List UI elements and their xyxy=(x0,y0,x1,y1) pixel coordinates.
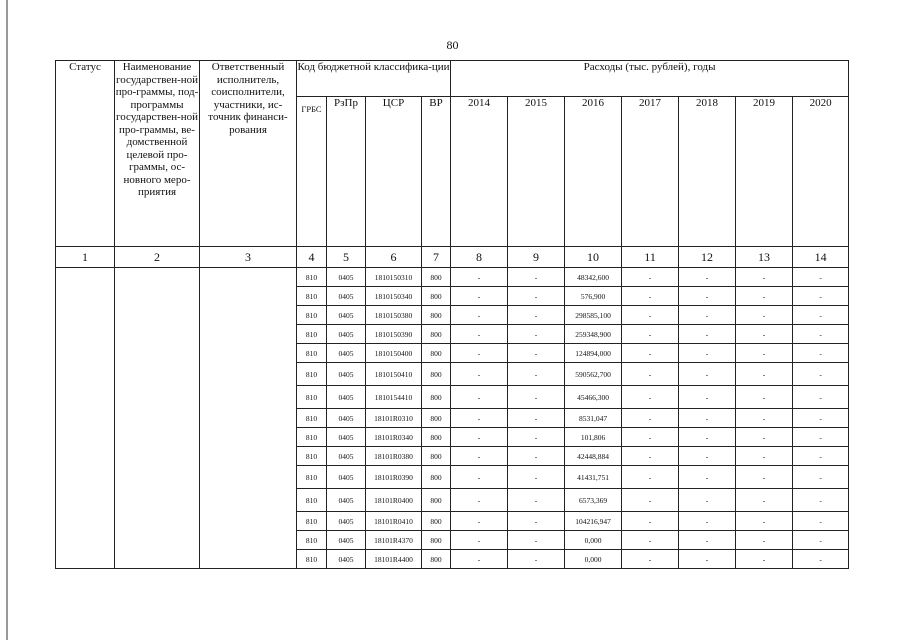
cell-grbs: 810 xyxy=(297,466,327,489)
cell-y2020: - xyxy=(793,344,849,363)
cell-y2018: - xyxy=(679,363,736,386)
header-program-name: Наименование государствен-ной про-граммы, под-программы государствен-ной про-граммы, ве-домственной целевой про-граммы, ос-новного меро-приятия xyxy=(115,61,200,247)
cell-y2019: - xyxy=(736,306,793,325)
cell-y2014: - xyxy=(451,325,508,344)
column-number: 6 xyxy=(366,247,422,268)
column-number: 12 xyxy=(679,247,736,268)
merged-empty-cell xyxy=(200,268,297,569)
cell-y2020: - xyxy=(793,428,849,447)
cell-y2017: - xyxy=(622,550,679,569)
cell-y2019: - xyxy=(736,287,793,306)
cell-y2018: - xyxy=(679,550,736,569)
cell-rzpr: 0405 xyxy=(327,287,366,306)
cell-y2019: - xyxy=(736,550,793,569)
cell-csr: 18101R0410 xyxy=(366,512,422,531)
cell-y2017: - xyxy=(622,447,679,466)
header-year: 2019 xyxy=(736,97,793,247)
cell-y2017: - xyxy=(622,512,679,531)
cell-vr: 800 xyxy=(422,466,451,489)
cell-rzpr: 0405 xyxy=(327,363,366,386)
cell-y2020: - xyxy=(793,306,849,325)
cell-y2020: - xyxy=(793,447,849,466)
cell-grbs: 810 xyxy=(297,306,327,325)
header-year: 2016 xyxy=(565,97,622,247)
cell-y2019: - xyxy=(736,466,793,489)
cell-csr: 1810150340 xyxy=(366,287,422,306)
cell-csr: 1810150310 xyxy=(366,268,422,287)
cell-y2015: - xyxy=(508,409,565,428)
cell-y2019: - xyxy=(736,268,793,287)
cell-y2018: - xyxy=(679,344,736,363)
cell-y2020: - xyxy=(793,531,849,550)
cell-grbs: 810 xyxy=(297,531,327,550)
cell-csr: 18101R0340 xyxy=(366,428,422,447)
column-number: 4 xyxy=(297,247,327,268)
cell-y2019: - xyxy=(736,489,793,512)
column-number: 7 xyxy=(422,247,451,268)
cell-y2019: - xyxy=(736,447,793,466)
cell-y2018: - xyxy=(679,512,736,531)
cell-csr: 18101R0400 xyxy=(366,489,422,512)
column-number: 10 xyxy=(565,247,622,268)
cell-y2016: 41431,751 xyxy=(565,466,622,489)
cell-rzpr: 0405 xyxy=(327,268,366,287)
cell-y2017: - xyxy=(622,306,679,325)
cell-rzpr: 0405 xyxy=(327,344,366,363)
cell-grbs: 810 xyxy=(297,363,327,386)
cell-y2014: - xyxy=(451,386,508,409)
cell-y2018: - xyxy=(679,306,736,325)
column-number: 11 xyxy=(622,247,679,268)
cell-y2020: - xyxy=(793,268,849,287)
cell-vr: 800 xyxy=(422,363,451,386)
cell-csr: 18101R4400 xyxy=(366,550,422,569)
column-number: 13 xyxy=(736,247,793,268)
cell-y2020: - xyxy=(793,466,849,489)
cell-y2016: 298585,100 xyxy=(565,306,622,325)
cell-y2019: - xyxy=(736,428,793,447)
cell-y2018: - xyxy=(679,447,736,466)
cell-grbs: 810 xyxy=(297,287,327,306)
cell-y2018: - xyxy=(679,428,736,447)
cell-y2016: 124894,000 xyxy=(565,344,622,363)
cell-csr: 1810150400 xyxy=(366,344,422,363)
cell-rzpr: 0405 xyxy=(327,409,366,428)
header-status: Статус xyxy=(56,61,115,247)
cell-rzpr: 0405 xyxy=(327,489,366,512)
header-year: 2017 xyxy=(622,97,679,247)
header-responsible: Ответственный исполнитель, соисполнители, участники, ис-точник финанси-рования xyxy=(200,61,297,247)
cell-y2016: 8531,047 xyxy=(565,409,622,428)
cell-y2018: - xyxy=(679,325,736,344)
cell-vr: 800 xyxy=(422,531,451,550)
cell-y2014: - xyxy=(451,428,508,447)
header-code-col: РзПр xyxy=(327,97,366,247)
cell-y2017: - xyxy=(622,409,679,428)
cell-csr: 18101R0310 xyxy=(366,409,422,428)
cell-rzpr: 0405 xyxy=(327,447,366,466)
cell-y2018: - xyxy=(679,466,736,489)
cell-y2019: - xyxy=(736,325,793,344)
cell-y2015: - xyxy=(508,466,565,489)
cell-rzpr: 0405 xyxy=(327,550,366,569)
cell-y2015: - xyxy=(508,287,565,306)
cell-grbs: 810 xyxy=(297,325,327,344)
cell-y2015: - xyxy=(508,428,565,447)
cell-y2017: - xyxy=(622,363,679,386)
cell-y2020: - xyxy=(793,550,849,569)
cell-grbs: 810 xyxy=(297,550,327,569)
cell-grbs: 810 xyxy=(297,268,327,287)
page-edge-line xyxy=(6,0,8,640)
cell-y2015: - xyxy=(508,550,565,569)
cell-rzpr: 0405 xyxy=(327,306,366,325)
cell-y2014: - xyxy=(451,363,508,386)
cell-y2015: - xyxy=(508,489,565,512)
column-number: 5 xyxy=(327,247,366,268)
cell-y2015: - xyxy=(508,363,565,386)
cell-y2015: - xyxy=(508,386,565,409)
cell-rzpr: 0405 xyxy=(327,512,366,531)
header-year: 2018 xyxy=(679,97,736,247)
cell-grbs: 810 xyxy=(297,489,327,512)
cell-y2015: - xyxy=(508,344,565,363)
cell-y2020: - xyxy=(793,363,849,386)
cell-y2017: - xyxy=(622,287,679,306)
cell-y2018: - xyxy=(679,268,736,287)
cell-csr: 1810150390 xyxy=(366,325,422,344)
page-number: 80 xyxy=(446,38,459,52)
cell-y2014: - xyxy=(451,512,508,531)
cell-grbs: 810 xyxy=(297,386,327,409)
cell-y2014: - xyxy=(451,489,508,512)
cell-grbs: 810 xyxy=(297,428,327,447)
cell-y2018: - xyxy=(679,409,736,428)
cell-csr: 1810150410 xyxy=(366,363,422,386)
cell-csr: 18101R4370 xyxy=(366,531,422,550)
cell-y2018: - xyxy=(679,489,736,512)
cell-y2018: - xyxy=(679,531,736,550)
cell-vr: 800 xyxy=(422,409,451,428)
cell-vr: 800 xyxy=(422,344,451,363)
header-year: 2020 xyxy=(793,97,849,247)
cell-y2020: - xyxy=(793,489,849,512)
cell-y2016: 590562,700 xyxy=(565,363,622,386)
cell-y2016: 259348,900 xyxy=(565,325,622,344)
cell-y2016: 104216,947 xyxy=(565,512,622,531)
cell-y2016: 42448,884 xyxy=(565,447,622,466)
cell-y2016: 48342,600 xyxy=(565,268,622,287)
cell-y2019: - xyxy=(736,363,793,386)
cell-rzpr: 0405 xyxy=(327,466,366,489)
cell-vr: 800 xyxy=(422,287,451,306)
cell-y2017: - xyxy=(622,428,679,447)
cell-vr: 800 xyxy=(422,306,451,325)
cell-y2016: 6573,369 xyxy=(565,489,622,512)
cell-y2016: 0,000 xyxy=(565,550,622,569)
cell-y2015: - xyxy=(508,306,565,325)
header-expenses: Расходы (тыс. рублей), годы xyxy=(451,61,849,97)
cell-y2018: - xyxy=(679,287,736,306)
cell-y2017: - xyxy=(622,489,679,512)
column-number: 14 xyxy=(793,247,849,268)
cell-grbs: 810 xyxy=(297,409,327,428)
cell-y2016: 45466,300 xyxy=(565,386,622,409)
merged-empty-cell xyxy=(115,268,200,569)
cell-grbs: 810 xyxy=(297,512,327,531)
cell-y2015: - xyxy=(508,325,565,344)
cell-vr: 800 xyxy=(422,428,451,447)
column-number: 2 xyxy=(115,247,200,268)
budget-table xyxy=(55,60,849,569)
header-year: 2014 xyxy=(451,97,508,247)
cell-y2016: 0,000 xyxy=(565,531,622,550)
cell-y2020: - xyxy=(793,386,849,409)
header-budget-code: Код бюджетной классифика-ции xyxy=(297,61,451,97)
cell-csr: 1810150380 xyxy=(366,306,422,325)
cell-y2015: - xyxy=(508,268,565,287)
cell-y2017: - xyxy=(622,466,679,489)
column-number: 8 xyxy=(451,247,508,268)
cell-y2019: - xyxy=(736,512,793,531)
cell-y2015: - xyxy=(508,512,565,531)
merged-empty-cell xyxy=(56,268,115,569)
cell-y2014: - xyxy=(451,287,508,306)
cell-y2015: - xyxy=(508,447,565,466)
cell-y2014: - xyxy=(451,447,508,466)
cell-y2019: - xyxy=(736,386,793,409)
cell-y2014: - xyxy=(451,306,508,325)
cell-csr: 18101R0380 xyxy=(366,447,422,466)
column-number: 1 xyxy=(56,247,115,268)
header-code-col: ГРБС xyxy=(297,97,327,247)
cell-vr: 800 xyxy=(422,386,451,409)
cell-y2014: - xyxy=(451,531,508,550)
cell-y2015: - xyxy=(508,531,565,550)
cell-y2017: - xyxy=(622,531,679,550)
cell-y2019: - xyxy=(736,409,793,428)
cell-csr: 18101R0390 xyxy=(366,466,422,489)
cell-rzpr: 0405 xyxy=(327,428,366,447)
cell-grbs: 810 xyxy=(297,344,327,363)
column-number: 9 xyxy=(508,247,565,268)
cell-vr: 800 xyxy=(422,512,451,531)
cell-y2014: - xyxy=(451,268,508,287)
cell-y2014: - xyxy=(451,409,508,428)
cell-y2019: - xyxy=(736,531,793,550)
cell-y2020: - xyxy=(793,409,849,428)
column-number: 3 xyxy=(200,247,297,268)
cell-grbs: 810 xyxy=(297,447,327,466)
cell-csr: 1810154410 xyxy=(366,386,422,409)
cell-rzpr: 0405 xyxy=(327,531,366,550)
table-row xyxy=(56,268,849,287)
cell-y2016: 101,806 xyxy=(565,428,622,447)
cell-y2014: - xyxy=(451,344,508,363)
header-year: 2015 xyxy=(508,97,565,247)
cell-y2020: - xyxy=(793,325,849,344)
cell-y2017: - xyxy=(622,344,679,363)
cell-y2017: - xyxy=(622,386,679,409)
cell-rzpr: 0405 xyxy=(327,325,366,344)
cell-y2014: - xyxy=(451,550,508,569)
cell-y2018: - xyxy=(679,386,736,409)
cell-vr: 800 xyxy=(422,268,451,287)
cell-y2014: - xyxy=(451,466,508,489)
header-code-col: ВР xyxy=(422,97,451,247)
cell-y2020: - xyxy=(793,512,849,531)
cell-y2016: 576,900 xyxy=(565,287,622,306)
cell-vr: 800 xyxy=(422,489,451,512)
cell-y2019: - xyxy=(736,344,793,363)
cell-y2017: - xyxy=(622,268,679,287)
cell-vr: 800 xyxy=(422,325,451,344)
cell-vr: 800 xyxy=(422,550,451,569)
cell-y2020: - xyxy=(793,287,849,306)
cell-y2017: - xyxy=(622,325,679,344)
header-code-col: ЦСР xyxy=(366,97,422,247)
cell-rzpr: 0405 xyxy=(327,386,366,409)
cell-vr: 800 xyxy=(422,447,451,466)
